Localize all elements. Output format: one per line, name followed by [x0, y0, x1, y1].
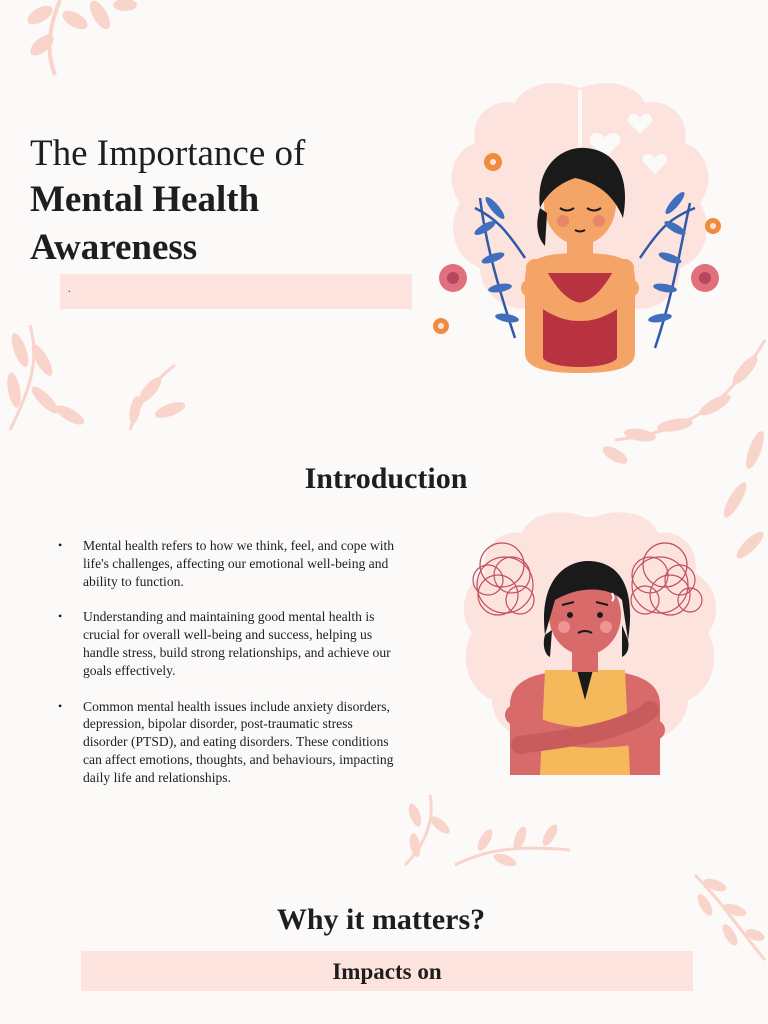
bullet-icon: • [58, 538, 63, 552]
bullet-text: Common mental health issues include anxiety disorders, depression, bipolar disorder, post-traumatic stress disorder (PTSD), and eating disorders. These conditions can affect emotions, thoughts, and behaviours, impacting daily life and relationships. [83, 698, 394, 785]
list-item [56, 698, 396, 787]
bullet-icon: • [58, 609, 63, 624]
subtitle-bar [60, 274, 412, 309]
bullet-text: Understanding and maintaining good mental health is crucial for overall well-being and success, helping us handle stress, build strong relationships, and achieve our goals effectively. [83, 609, 391, 678]
bullet-icon: • [58, 698, 63, 713]
leaf-decoration-bottom-icon [395, 790, 575, 870]
bullet-text: Mental health refers to how we think, feel, and cope with life's challenges, affecting our emotional well-being and ability to function. [83, 538, 395, 589]
impacts-on-label: Impacts on [332, 959, 442, 984]
impacts-on-banner [81, 951, 693, 991]
title-line-3: Awareness [30, 227, 198, 268]
stressed-woman-illustration-icon [450, 505, 730, 795]
self-care-illustration-icon [425, 78, 735, 378]
list-item [56, 608, 396, 679]
leaf-decoration-left-icon [0, 320, 200, 435]
why-it-matters-heading: Why it matters? [276, 903, 486, 936]
introduction-heading: Introduction [304, 462, 468, 495]
title-line-1: The Importance of [30, 133, 306, 174]
list-item [56, 537, 396, 590]
introduction-bullet-list [56, 537, 396, 805]
leaf-decoration-top-left-icon [0, 0, 140, 80]
subtitle-bar-text: . [68, 284, 71, 295]
title-line-2: Mental Health [30, 179, 260, 220]
